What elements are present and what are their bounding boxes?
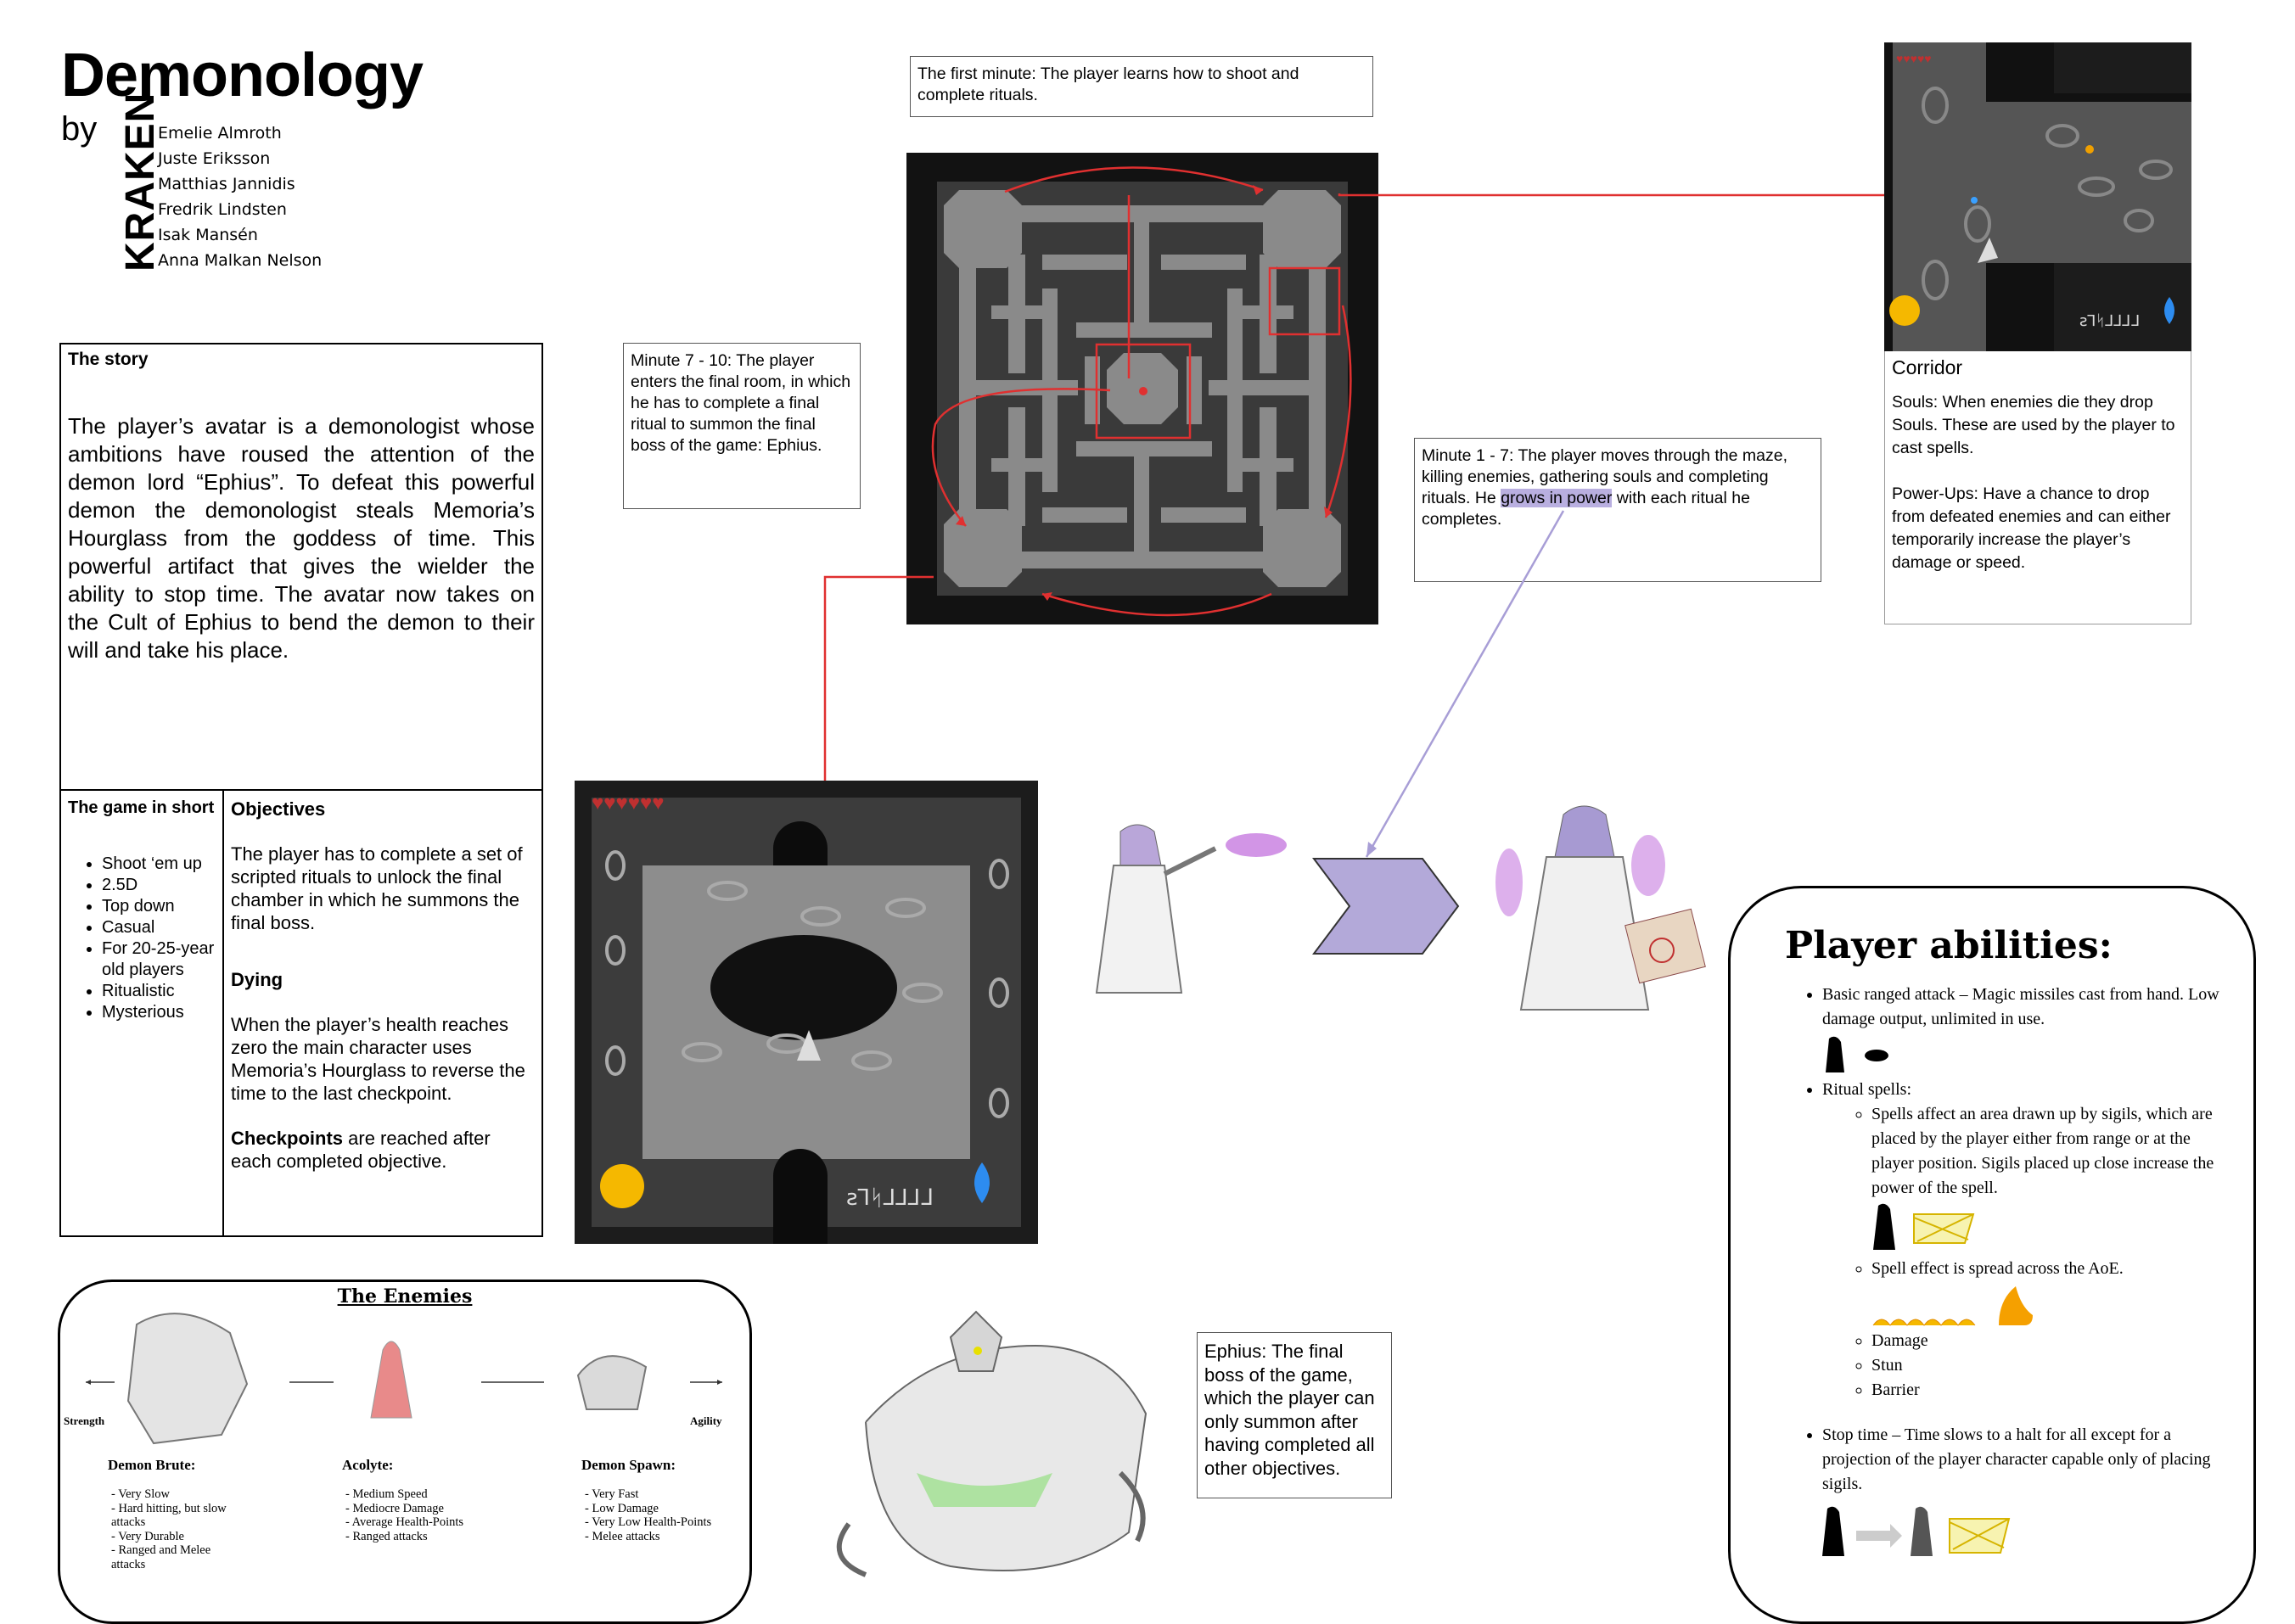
first-minute-note: The first minute: The player learns how to shoot and complete rituals. xyxy=(910,56,1373,117)
ephius-note: Ephius: The final boss of the game, which the player can only summon after having completed all other objectives. xyxy=(1197,1332,1392,1498)
list-item: • Casual xyxy=(102,917,216,938)
list-item: - Very Fast xyxy=(585,1487,712,1502)
dying-title: Dying xyxy=(231,969,283,990)
list-item: - Medium Speed xyxy=(345,1487,473,1502)
stop-time-icon xyxy=(1822,1504,2219,1558)
by-label: by xyxy=(61,110,98,148)
list-item: - Ranged and Melee attacks xyxy=(111,1543,238,1571)
basic-attack-item: • Basic ranged attack – Magic missiles cast from hand. Low damage output, unlimited in use. xyxy=(1822,983,2219,1072)
empowered-demonologist-sketch xyxy=(1487,798,1725,1018)
team-logo: KRAKEN xyxy=(118,92,163,272)
ritual-sub-item: ◦ Spell effect is spread across the AoE. xyxy=(1871,1257,2219,1329)
story-text: The player’s avatar is a demonologist whose ambitions have roused the attention of the demon lord “Ephius”. To defeat this powerful demon the demonologist steals Memoria’s Hourglass from the goddess of time. This powerful artifact that gives the wielder the ability to stop time. The avatar now takes on the Cult of Ephius to bend the demon to their will and take his place. xyxy=(68,413,535,663)
list-item: - Very Slow xyxy=(111,1487,238,1502)
final-room-screenshot xyxy=(575,781,1038,1244)
author-name: Anna Malkan Nelson xyxy=(158,251,323,270)
basic-attack-icon xyxy=(1822,1035,2219,1072)
author-name: Fredrik Lindsten xyxy=(158,200,287,219)
objectives-text: The player has to complete a set of scripted rituals to unlock the final chamber in which he summons the final boss. xyxy=(231,843,523,933)
demon-spawn-name: Demon Spawn: xyxy=(581,1457,676,1473)
list-item: - Mediocre Damage xyxy=(345,1502,473,1516)
ritual-spells-item: • Ritual spells: ◦ Spells affect an area drawn up by sigils, which are placed by the player either from range or at the player position. Sigils placed up close increase the power of the spell. ◦ Spell effect is spread across the AoE. ◦ Damage ◦ Stun ◦ Barrier xyxy=(1822,1078,2219,1403)
abilities-title: Player abilities: xyxy=(1785,924,2113,967)
list-item: • Mysterious xyxy=(102,1002,216,1023)
highlight-text: grows in power xyxy=(1501,489,1613,507)
ephius-boss-sketch xyxy=(815,1303,1171,1583)
demon-spawn-traits xyxy=(585,1487,712,1543)
author-name: Matthias Jannidis xyxy=(158,175,295,193)
enemies-panel xyxy=(58,1280,752,1624)
demon-brute-traits xyxy=(111,1487,238,1571)
stop-time-item: • Stop time – Time slows to a halt for all except for a projection of the player character capable only of placing sigils. xyxy=(1822,1423,2219,1558)
game-in-short-title: The game in short xyxy=(68,798,215,817)
minute-1-7-note: Minute 1 - 7: The player moves through the maze, killing enemies, gathering souls and completing rituals. He grows in power with each ritual he completes. xyxy=(1414,438,1821,582)
list-item: - Very Low Health-Points xyxy=(585,1515,712,1530)
svg-text:♥♥♥♥♥: ♥♥♥♥♥ xyxy=(1896,52,1932,65)
checkpoints-text: Checkpoints are reached after each completed objective. xyxy=(231,1128,491,1172)
list-item: - Low Damage xyxy=(585,1502,712,1516)
acolyte-name: Acolyte: xyxy=(342,1457,394,1473)
demon-brute-name: Demon Brute: xyxy=(108,1457,196,1473)
list-item: • Top down xyxy=(102,896,216,917)
story-title: The story xyxy=(68,350,149,369)
list-item: - Ranged attacks xyxy=(345,1530,473,1544)
corridor-runes: ƨ⅂ᛋ⅃⅃⅃ᒧ xyxy=(2079,312,2141,330)
list-item: - Melee attacks xyxy=(585,1530,712,1544)
acolyte-traits xyxy=(345,1487,473,1543)
list-item: • Ritualistic xyxy=(102,981,216,1002)
list-item: - Hard hitting, but slow attacks xyxy=(111,1502,238,1530)
powerups-text: Power-Ups: Have a chance to drop from defeated enemies and can either temporarily increase the player’s damage or speed. xyxy=(1892,484,2171,572)
list-item: • Shoot ‘em up xyxy=(102,854,216,875)
flames-icon xyxy=(1871,1281,2219,1329)
effect-barrier: ◦ Barrier xyxy=(1871,1378,2219,1403)
objectives-title: Objectives xyxy=(231,798,326,820)
page-title: Demonology xyxy=(61,42,424,109)
ritual-sub-item: ◦ Spells affect an area drawn up by sigils, which are placed by the player either from range or at the player position. Sigils placed up close increase the power of the spell. xyxy=(1871,1102,2219,1252)
checkpoints-bold: Checkpoints xyxy=(231,1128,344,1149)
souls-text: Souls: When enemies die they drop Souls. These are used by the player to cast spells. xyxy=(1892,393,2175,457)
author-name: Isak Mansén xyxy=(158,226,258,244)
effect-damage: ◦ Damage xyxy=(1871,1329,2219,1353)
corridor-screenshot xyxy=(1884,42,2191,351)
svg-text:♥♥♥♥♥♥: ♥♥♥♥♥♥ xyxy=(592,792,665,815)
transition-arrow xyxy=(1312,857,1462,955)
agility-axis-label: Agility xyxy=(690,1414,722,1427)
author-name: Emelie Almroth xyxy=(158,124,282,143)
demonologist-sketch xyxy=(1069,815,1299,1001)
room-runes: ƨ⅂ᛋ⅃⅃⅃ᒧ xyxy=(846,1185,934,1211)
list-item: - Average Health-Points xyxy=(345,1515,473,1530)
list-item: • 2.5D xyxy=(102,875,216,896)
player-abilities-panel xyxy=(1728,886,2256,1624)
list-item: • For 20-25-year old players xyxy=(102,938,216,981)
dying-text: When the player’s health reaches zero the main character uses Memoria’s Hourglass to reverse the time to the last checkpoint. xyxy=(231,1014,525,1104)
minute-7-10-note: Minute 7 - 10: The player enters the final room, in which he has to complete a final ritual to summon the final boss of the game: Ephius. xyxy=(623,343,861,509)
enemies-title: The Enemies xyxy=(337,1285,473,1308)
strength-axis-label: Strength xyxy=(64,1414,105,1427)
corridor-caption-panel xyxy=(1884,351,2191,624)
sigil-icon xyxy=(1871,1201,2219,1252)
author-name: Juste Eriksson xyxy=(158,149,271,168)
effect-stun: ◦ Stun xyxy=(1871,1353,2219,1378)
enemies-illustrations xyxy=(60,1282,755,1624)
list-item: - Very Durable xyxy=(111,1530,238,1544)
corridor-caption: Corridor xyxy=(1892,356,1963,378)
